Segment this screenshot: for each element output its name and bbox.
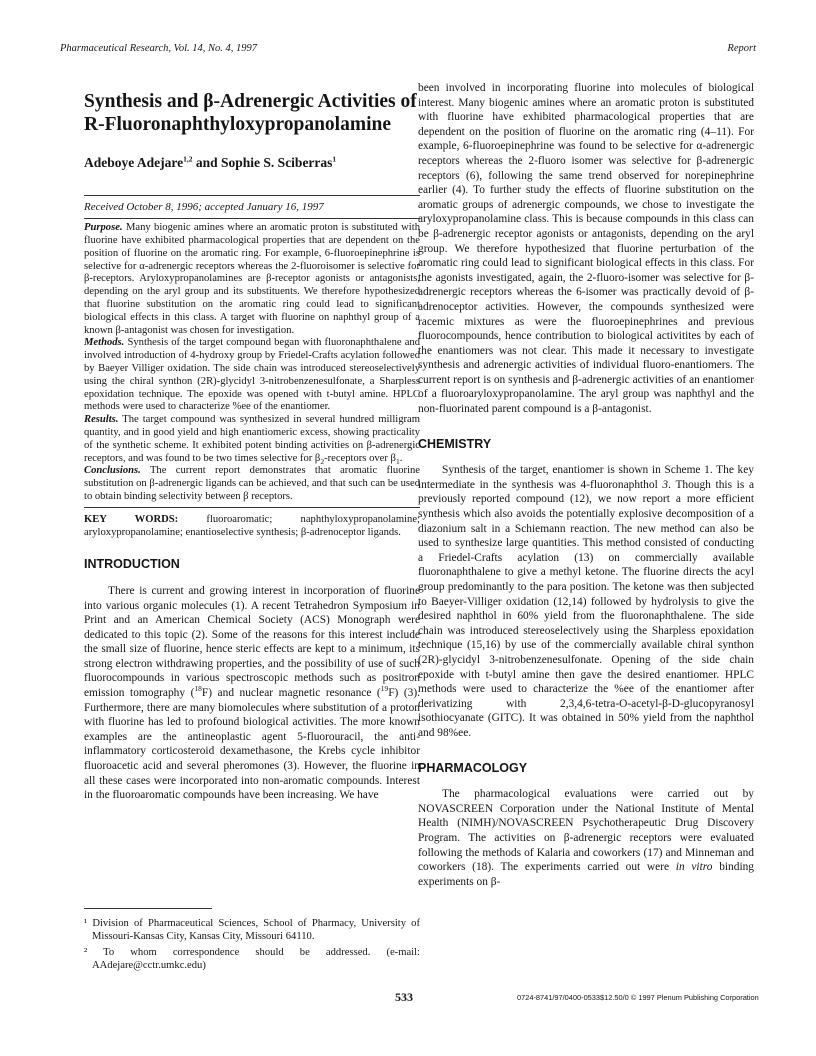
results-label: Results. bbox=[84, 414, 119, 426]
footnote-rule bbox=[84, 908, 212, 909]
results-text: The target compound was synthesized in several hundred milligram quantity, and in good yield and high enantiomeric excess, showing practicality of the synthetic scheme. It exhibited potent binding activities on β-adrenergic receptors, and was found to be two times selective for β bbox=[84, 414, 420, 464]
results-mid: -receptors over β bbox=[324, 452, 396, 464]
in-vitro-term: in vitro bbox=[675, 861, 713, 874]
introduction-heading: INTRODUCTION bbox=[84, 557, 180, 572]
chem-text-b: . Though this is a previously reported compound (12), we now report a more efficient synthesis which also avoids the potentially explosive decomposition of a diazonium salt in a Schiemann reaction. The new method can also be used to synthesize large quantities. This method consisted of conducting a Friedel-Crafts acylation (13) on commercially available fluoronaphthalene to give a methyl ketone. The fluorine directs the acyl group predominantly to the para position. The ketone was then subjected to Baeyer-Villiger oxidation (12,14) followed by hydrolysis to give the desired naphthol in 60% yield from the fluoronaphthalene. The side chain was introduced stereoselectively using the Sharpless epoxidation technique (15,16) by use of the commercially available chiral synthon (2R)-glycidyl 3-nitrobenzenesulfonate. Opening of the side chain epoxide with t-butyl amine then gave the desired enantiomer. HPLC methods were used to characterize the %ee of the enantiomer after derivatizing with 2,3,4,6-tetra-O-acetyl-β-D-glucopyranosyl isothiocyanate (GITC). It was obtained in 50% yield from the naphthol and 98%ee. bbox=[418, 478, 755, 739]
pharmacology-body bbox=[418, 787, 754, 889]
introduction-body bbox=[84, 584, 420, 803]
abstract-results bbox=[84, 414, 420, 465]
received-dates: Received October 8, 1996; accepted January 16, 1997 bbox=[84, 200, 324, 213]
purpose-text: Many biogenic amines where an aromatic proton is substituted with fluorine have exhibited pharmacological properties that are dependent on the position of fluorine on the aromatic ring. For example, 6-fluoroepinephrine is selective for α-adrenergic receptors whereas the 2-fluoroisomer is selective for β-receptors. Aryloxypropanolamines are β-receptor agonists or antagonists, depending on the aryl group and its substituents. We therefore hypothesized that fluorine substitution on the aromatic ring could lead to significant biological effects in this class. A target with fluorine on naphthyl group of a known β-antagonist was chosen for investigation. bbox=[84, 222, 420, 336]
article-title: Synthesis and β-Adrenergic Activities of R-Fluoronaphthyloxypropanolamine bbox=[84, 91, 417, 135]
chemistry-paragraph bbox=[418, 463, 754, 740]
results-sub-1: 1 bbox=[395, 456, 400, 466]
intro-sup-18: 18 bbox=[194, 684, 202, 694]
methods-label: Methods. bbox=[84, 337, 125, 349]
abstract-purpose bbox=[84, 222, 420, 337]
intro-continued-paragraph: been involved in incorporating fluorine into molecules of biological interest. Many biogenic amines where an aromatic proton is substituted with fluorine have exhibited pharmacological properties that are dependent on the position of fluorine on the aromatic ring (4–11). For example, 6-fluoroepinephrine was found to be selective for α-adrenergic receptors whereas the 2-fluoro isomer was selective for β-adrenergic receptors (6), following the same trend observed for norepinephrine earlier (4). To further study the effects of fluorine substitution on the aromatic groups of adrenergic compounds, we chose to investigate the aryloxypropanolamine class. This is because compounds in this class can be β-adrenergic receptor agonists or antagonists, depending on the aryl group. We therefore hypothesized that fluorine perturbation of the aromatic ring could lead to significant biological effects in this class. For the agonists investigated, again, the 2-fluoro-isomer was selective for β-adrenergic receptors whereas the 6-isomer was practically devoid of β-adrenoceptor activities. However, the compounds synthesized were racemic mixtures as were the fluoroepinephrines and previous fluorocompounds, hence contribution to biological activitites by each of the enantiomers was not clear. This made it necessary to investigate synthesis and adrenergic activities of individual fluoro-enantiomers. The current report is on synthesis and β-adrenergic activities of an enantiomer of a fluoroaryloxypropanolamine. The aryl group was naphthyl and the non-fluorinated parent compound is a β-antagonist. bbox=[418, 82, 754, 416]
intro-text-a: There is current and growing interest in incorporation of fluorine into various organic molecules (1). A recent Tetrahedron Symposium in Print and an American Chemical Society (ACS) Monograph were dedicated to this topic (2). Some of the reasons for this interest include the small size of fluorine, hence steric effects are kept to a minimum, its strong electron withdrawing properties, and the possibility of use of such fluorocompounds in various spectroscopic methods such as positron emission tomography ( bbox=[84, 584, 420, 700]
article-type: Report bbox=[727, 43, 756, 54]
author-1-affiliation: 1,2 bbox=[183, 154, 193, 164]
copyright-line: 0724-8741/97/0400-0533$12.50/0 © 1997 Plenum Publishing Corporation bbox=[517, 993, 759, 1002]
journal-citation: Pharmaceutical Research, Vol. 14, No. 4, 1997 bbox=[60, 43, 258, 54]
footnote-2: ² To whom correspondence should be addressed. (e-mail: AAdejare@cctr.umkc.edu) bbox=[84, 947, 420, 971]
divider-keywords bbox=[84, 507, 420, 508]
purpose-label: Purpose. bbox=[84, 222, 123, 234]
chem-text-a: Synthesis of the target, enantiomer is shown in Scheme 1. The key intermediate in the synthesis was 4-fluoronaphthol bbox=[418, 464, 754, 491]
intro-text-b: F) and nuclear magnetic resonance ( bbox=[201, 687, 381, 700]
page-number: 533 bbox=[395, 990, 413, 1004]
pharmacology-heading: PHARMACOLOGY bbox=[418, 760, 528, 775]
results-end: . bbox=[399, 452, 403, 464]
methods-text: Synthesis of the target compound began with fluoronaphthalene and involved introduction of 4-hydroxy group by Friedel-Crafts acylation followed by Baeyer Villiger oxidation. The side chain was introduced stereoselectively using the chiral synthon (2R)-glycidyl 3-nitrobenzenesulfonate, a Sharpless epoxidation technique. The epoxide was opened with t-butyl amine. HPLC methods were used to characterize %ee of the enantiomer. bbox=[84, 337, 420, 413]
right-column bbox=[418, 81, 754, 889]
conclusions-text: The current report demonstrates that aromatic fluorine substitution on β-adrenergic ligands can be achieved, and that such can be used to obtain binding selectivity between β receptors. bbox=[84, 465, 420, 502]
conclusions-label: Conclusions. bbox=[84, 465, 141, 477]
author-line bbox=[84, 156, 420, 171]
pharm-text-a: The pharmacological evaluations were carried out by NOVASCREEN Corporation under the National Institute of Mental Health (NIMH)/NOVASCREEN Psychotherapeutic Drug Discovery Program. The activities on β-adrenergic receptors were evaluated following the methods of Kalaria and coworkers (17) and Minneman and coworkers (18). The experiments carried out were bbox=[418, 788, 754, 874]
author-1: Adeboye Adejare bbox=[84, 155, 184, 170]
intro-text-c: F) (3). Furthermore, there are many biomolecules where substitution of a proton with fluorine has led to profound biological activities. The more known examples are the antineoplastic agent 5-fluorouracil, the anti-inflammatory corticosteroid dexamethasone, the Krebs cycle inhibitor fluoroacetic acid and several pheromones (3). However, the fluorine in all these cases were incorporated into non-aromatic compounds. Interest in the fluoroaromatic compounds have been increasing. We have bbox=[84, 687, 421, 802]
keywords bbox=[84, 512, 420, 540]
author-separator: and bbox=[192, 155, 222, 170]
author-2: Sophie S. Sciberras bbox=[221, 155, 333, 170]
pharm-text-b: binding experiments on β- bbox=[418, 861, 754, 888]
divider-top bbox=[84, 195, 420, 196]
abstract-conclusions bbox=[84, 465, 420, 503]
intro-sup-19: 19 bbox=[380, 684, 389, 694]
abstract-methods bbox=[84, 337, 420, 414]
compound-number: 3 bbox=[662, 478, 669, 491]
abstract bbox=[84, 222, 420, 504]
author-2-affiliation: 1 bbox=[332, 154, 337, 164]
chemistry-heading: CHEMISTRY bbox=[418, 436, 492, 451]
footnote-1: ¹ Division of Pharmaceutical Sciences, School of Pharmacy, University of Missouri-Kansas City, Kansas City, Missouri 64110. bbox=[84, 918, 420, 942]
keywords-text: fluoroaromatic; naphthyloxypropanolamine; aryloxypropanolamine; enantioselective synthesis; β-adrenoceptor ligands. bbox=[84, 513, 420, 538]
chemistry-body bbox=[418, 463, 754, 740]
running-head bbox=[60, 43, 756, 54]
divider-abstract bbox=[84, 218, 420, 219]
left-column bbox=[84, 82, 420, 803]
introduction-paragraph bbox=[84, 584, 420, 803]
keywords-label: KEY WORDS: bbox=[84, 513, 179, 525]
intro-continuation bbox=[418, 81, 754, 417]
results-sub-2: 2 bbox=[320, 456, 325, 466]
pharmacology-paragraph bbox=[418, 787, 754, 889]
footnotes bbox=[84, 908, 420, 975]
